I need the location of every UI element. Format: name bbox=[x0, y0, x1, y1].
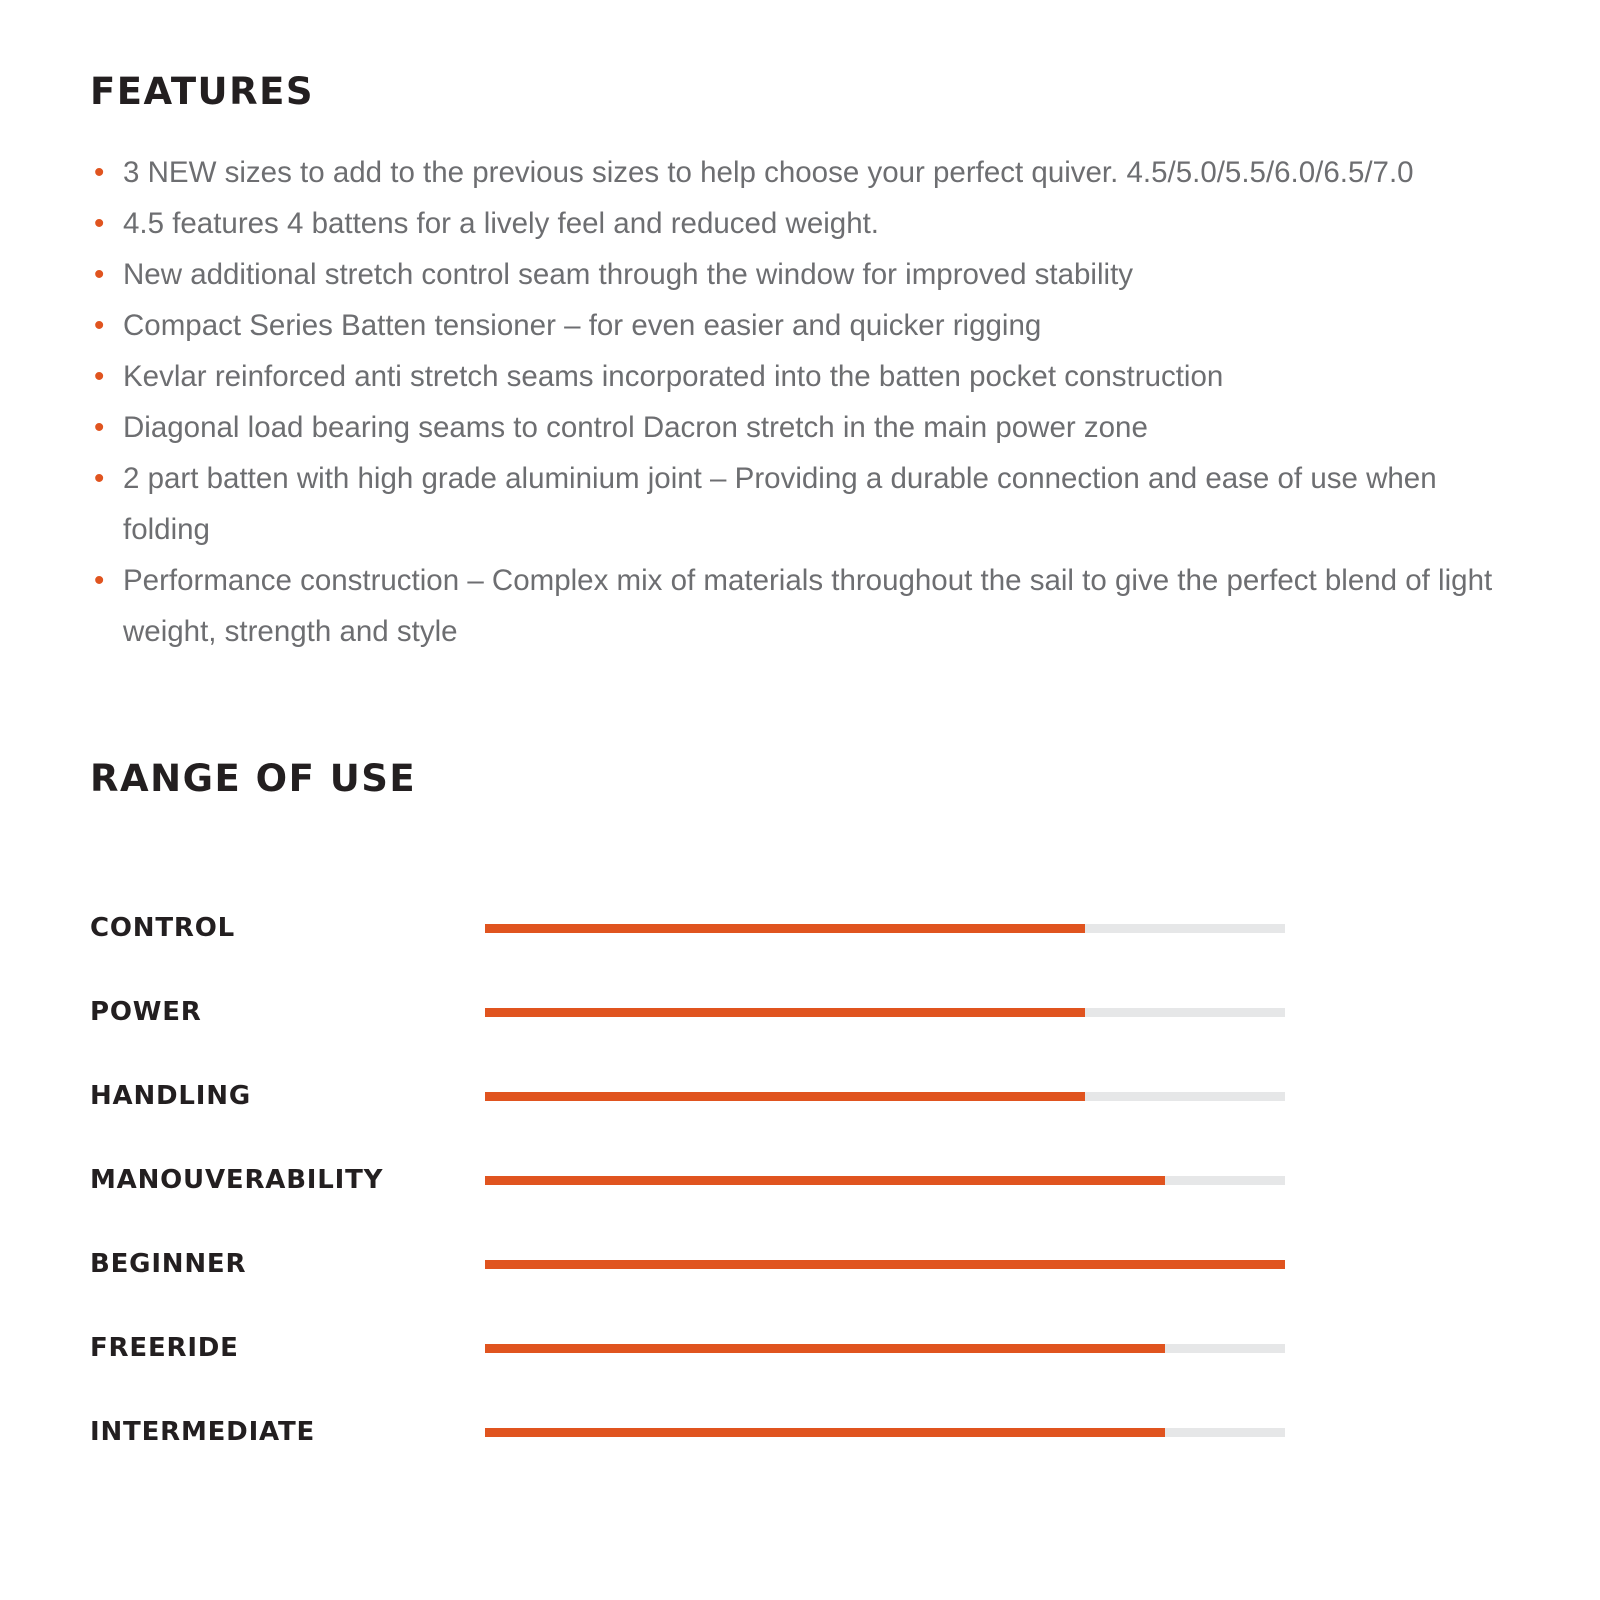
bar-fill bbox=[485, 1176, 1165, 1185]
feature-text: 3 NEW sizes to add to the previous sizes to help choose your perfect quiver. 4.5/5.0/5.5/6.0/6.5/7.0 bbox=[123, 156, 1414, 189]
range-of-use-chart bbox=[90, 886, 1320, 1474]
range-label: CONTROL bbox=[90, 913, 235, 944]
feature-text: 2 part batten with high grade aluminium joint – Providing a durable connection and ease of use when folding bbox=[123, 462, 1437, 547]
bullet-icon: • bbox=[94, 258, 105, 292]
bullet-icon: • bbox=[94, 360, 105, 394]
list-item bbox=[90, 351, 1510, 402]
bar-fill bbox=[485, 1092, 1085, 1101]
bar-track bbox=[485, 1008, 1285, 1017]
list-item bbox=[90, 198, 1510, 249]
range-bar-cell bbox=[485, 1390, 1320, 1474]
range-of-use-heading: RANGE OF USE bbox=[90, 757, 417, 801]
range-bar-cell bbox=[485, 1054, 1320, 1138]
bar-fill bbox=[485, 1008, 1085, 1017]
table-row bbox=[90, 1054, 1320, 1138]
range-bar-cell bbox=[485, 1138, 1320, 1222]
feature-text: 4.5 features 4 battens for a lively feel and reduced weight. bbox=[123, 207, 879, 241]
range-label: INTERMEDIATE bbox=[90, 1417, 316, 1448]
table-row bbox=[90, 1390, 1320, 1474]
list-item bbox=[90, 300, 1510, 351]
range-bar-cell bbox=[485, 1222, 1320, 1306]
feature-text: Kevlar reinforced anti stretch seams incorporated into the batten pocket construction bbox=[123, 360, 1224, 394]
bullet-icon: • bbox=[94, 156, 105, 189]
features-heading: FEATURES bbox=[90, 70, 315, 113]
table-row bbox=[90, 1222, 1320, 1306]
table-row bbox=[90, 1138, 1320, 1222]
bullet-icon: • bbox=[94, 309, 105, 343]
range-of-use-section bbox=[90, 757, 1510, 1474]
bar-fill bbox=[485, 1428, 1165, 1437]
bar-track bbox=[485, 924, 1285, 933]
range-label: BEGINNER bbox=[90, 1249, 247, 1280]
range-label: FREERIDE bbox=[90, 1333, 239, 1364]
bar-fill bbox=[485, 1344, 1165, 1353]
bar-track bbox=[485, 1428, 1285, 1437]
table-row bbox=[90, 970, 1320, 1054]
bar-track bbox=[485, 1092, 1285, 1101]
features-list bbox=[90, 147, 1510, 657]
bullet-icon: • bbox=[94, 462, 105, 496]
range-label: HANDLING bbox=[90, 1081, 251, 1112]
bar-track bbox=[485, 1344, 1285, 1353]
list-item bbox=[90, 147, 1510, 198]
bar-fill bbox=[485, 924, 1085, 933]
feature-text: Diagonal load bearing seams to control Dacron stretch in the main power zone bbox=[123, 411, 1148, 445]
table-row bbox=[90, 886, 1320, 970]
bullet-icon: • bbox=[94, 564, 105, 598]
range-label: POWER bbox=[90, 997, 202, 1028]
list-item bbox=[90, 453, 1510, 555]
feature-text: Compact Series Batten tensioner – for even easier and quicker rigging bbox=[123, 309, 1042, 343]
bar-fill bbox=[485, 1260, 1285, 1269]
bullet-icon: • bbox=[94, 411, 105, 445]
feature-text: New additional stretch control seam through the window for improved stability bbox=[123, 258, 1134, 292]
bullet-icon: • bbox=[94, 207, 105, 241]
range-bar-cell bbox=[485, 1306, 1320, 1390]
feature-text: Performance construction – Complex mix of materials throughout the sail to give the perfect blend of light weight, strength and style bbox=[123, 564, 1493, 649]
features-section bbox=[90, 70, 1510, 657]
list-item bbox=[90, 249, 1510, 300]
list-item bbox=[90, 555, 1510, 657]
range-bar-cell bbox=[485, 970, 1320, 1054]
range-label: MANOUVERABILITY bbox=[90, 1165, 384, 1196]
bar-track bbox=[485, 1176, 1285, 1185]
list-item bbox=[90, 402, 1510, 453]
range-bar-cell bbox=[485, 886, 1320, 970]
table-row bbox=[90, 1306, 1320, 1390]
bar-track bbox=[485, 1260, 1285, 1269]
